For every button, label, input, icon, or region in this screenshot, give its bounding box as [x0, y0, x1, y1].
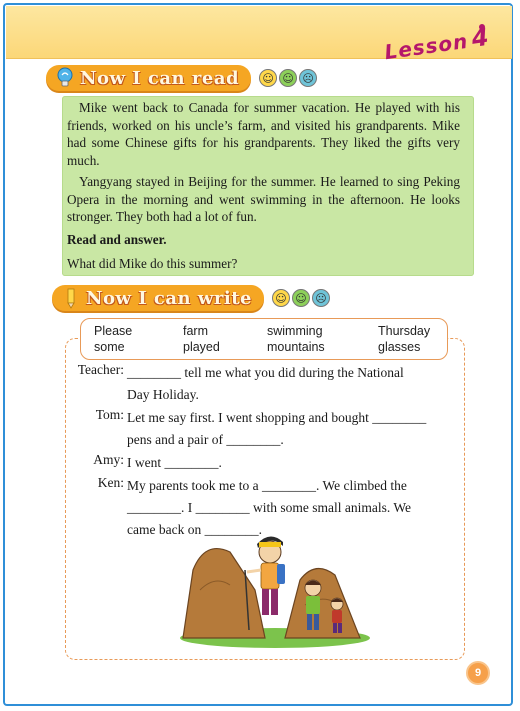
reading-paragraph-1: Mike went back to Canada for summer vacation. He played with his friends, worked on his uncle’s farm, and visited his grandparents. Mike had some Chinese gifts for his grandparents. They liked the gifts very much. — [67, 100, 460, 168]
read-banner-pill — [46, 65, 251, 91]
write-section-banner — [52, 284, 330, 312]
word-bank-item: some — [94, 340, 125, 354]
neutral-face-icon[interactable]: ☺ — [292, 289, 310, 307]
hiking-illustration — [175, 530, 375, 650]
speaker-tom: Tom: — [95, 407, 124, 422]
word-bank-item: Thursday — [378, 324, 431, 338]
dialogue-line: Day Holiday. — [127, 387, 199, 402]
speaker-amy: Amy: — [93, 452, 124, 467]
lesson-number: 4 — [470, 22, 492, 53]
self-assessment-faces-write — [272, 289, 330, 307]
dialogue-line: pens and a pair of ________. — [127, 432, 284, 447]
write-section-title: Now I can write — [86, 287, 252, 309]
reading-paragraph-2: Yangyang stayed in Beijing for the summer. He learned to sing Peking Opera in the morning and went swimming in the afternoon. He looks stronger. They both had a lot of fun. — [67, 174, 460, 224]
word-bank-item: Please — [94, 324, 133, 338]
word-bank-item: glasses — [378, 340, 421, 354]
dialogue-line: Let me say first. I went shopping and bought ________ — [127, 410, 427, 425]
dialogue-line: I went ________. — [127, 455, 222, 470]
sad-face-icon[interactable]: ☹ — [312, 289, 330, 307]
word-bank-item: swimming — [267, 324, 323, 338]
read-and-answer-heading: Read and answer. — [67, 232, 167, 247]
read-section-title: Now I can read — [80, 67, 240, 89]
word-bank-item: farm — [183, 324, 208, 338]
dialogue-line: ________ tell me what you did during the National — [127, 365, 404, 380]
happy-face-icon[interactable]: ☺ — [272, 289, 290, 307]
happy-face-icon[interactable]: ☺ — [259, 69, 277, 87]
word-bank-item: played — [183, 340, 220, 354]
write-banner-pill — [52, 285, 264, 311]
read-section-banner — [46, 64, 317, 92]
sad-face-icon[interactable]: ☹ — [299, 69, 317, 87]
pencil-icon — [62, 287, 80, 309]
lesson-label: Lesson — [383, 28, 470, 65]
neutral-face-icon[interactable]: ☺ — [279, 69, 297, 87]
speaker-teacher: Teacher: — [77, 362, 124, 377]
dialogue-line: ________. I ________ with some small animals. We — [127, 500, 412, 515]
lightbulb-icon — [56, 67, 74, 89]
word-bank-item: mountains — [267, 340, 325, 354]
speaker-ken: Ken: — [97, 475, 124, 490]
self-assessment-faces — [259, 69, 317, 87]
reading-question: What did Mike do this summer? — [67, 256, 238, 271]
page-number: 9 — [466, 661, 490, 685]
dialogue-line: came back on ________. — [127, 522, 262, 537]
dialogue-line: My parents took me to a ________. We climbed the — [127, 478, 407, 493]
